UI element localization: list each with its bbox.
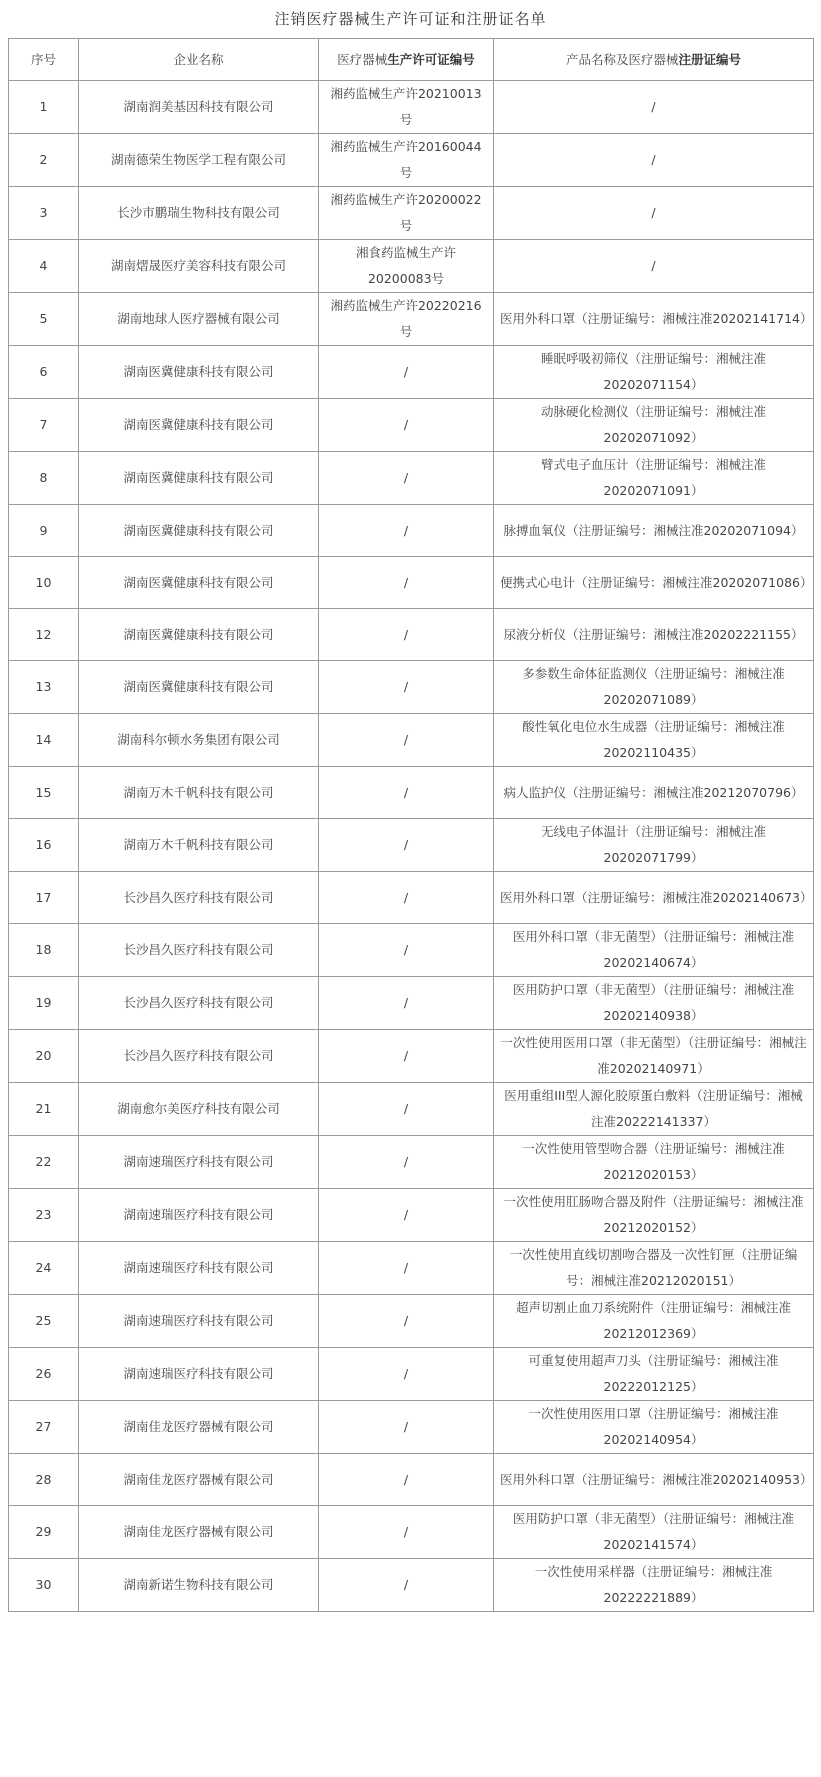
cell-seq: 17	[9, 872, 79, 924]
cell-seq: 8	[9, 452, 79, 505]
table-row	[9, 1348, 814, 1401]
cell-registration: 便携式心电计（注册证编号：湘械注准20202071086）	[494, 557, 814, 609]
header-registration	[494, 39, 814, 81]
cell-registration: 医用防护口罩（非无菌型）（注册证编号：湘械注准20202141574）	[494, 1506, 814, 1559]
cell-registration: 医用外科口罩（注册证编号：湘械注准20202140953）	[494, 1454, 814, 1506]
cell-seq: 5	[9, 293, 79, 346]
cell-license: /	[319, 1242, 494, 1295]
cell-seq: 30	[9, 1559, 79, 1612]
cell-license: /	[319, 714, 494, 767]
cell-seq: 28	[9, 1454, 79, 1506]
cell-registration: 一次性使用直线切割吻合器及一次性钉匣（注册证编号：湘械注准20212020151）	[494, 1242, 814, 1295]
table-row	[9, 399, 814, 452]
cell-license: 湘食药监械生产许20200083号	[319, 240, 494, 293]
cell-license: /	[319, 977, 494, 1030]
cell-company: 湖南佳龙医疗器械有限公司	[79, 1454, 319, 1506]
cell-registration: 医用重组III型人源化胶原蛋白敷料（注册证编号：湘械注准20222141337）	[494, 1083, 814, 1136]
cell-seq: 1	[9, 81, 79, 134]
table-row	[9, 767, 814, 819]
cell-seq: 3	[9, 187, 79, 240]
cell-license: /	[319, 924, 494, 977]
cell-company: 湖南医冀健康科技有限公司	[79, 505, 319, 557]
cell-license: /	[319, 1401, 494, 1454]
cell-seq: 13	[9, 661, 79, 714]
cell-license: 湘药监械生产许20200022号	[319, 187, 494, 240]
header-seq: 序号	[9, 39, 79, 81]
cell-registration: /	[494, 81, 814, 134]
cell-seq: 18	[9, 924, 79, 977]
cell-company: 湖南熠晟医疗美容科技有限公司	[79, 240, 319, 293]
cell-registration: 尿液分析仪（注册证编号：湘械注准20202221155）	[494, 609, 814, 661]
cell-company: 湖南新诺生物科技有限公司	[79, 1559, 319, 1612]
cell-company: 湖南佳龙医疗器械有限公司	[79, 1506, 319, 1559]
table-row	[9, 134, 814, 187]
header-row	[9, 39, 814, 81]
cell-seq: 4	[9, 240, 79, 293]
cell-company: 湖南德荣生物医学工程有限公司	[79, 134, 319, 187]
table-row	[9, 557, 814, 609]
cell-seq: 9	[9, 505, 79, 557]
table-row	[9, 240, 814, 293]
cell-license: /	[319, 819, 494, 872]
cell-license: /	[319, 346, 494, 399]
cell-registration: /	[494, 134, 814, 187]
cell-registration: 超声切割止血刀系统附件（注册证编号：湘械注准20212012369）	[494, 1295, 814, 1348]
cell-license: 湘药监械生产许20210013号	[319, 81, 494, 134]
table-row	[9, 505, 814, 557]
table-row	[9, 346, 814, 399]
table-row	[9, 1401, 814, 1454]
cell-registration: 臂式电子血压计（注册证编号：湘械注准20202071091）	[494, 452, 814, 505]
header-license-prefix: 医疗器械	[337, 51, 388, 67]
cell-seq: 24	[9, 1242, 79, 1295]
cell-company: 湖南医冀健康科技有限公司	[79, 452, 319, 505]
cell-license: /	[319, 1454, 494, 1506]
table-row	[9, 714, 814, 767]
cell-company: 湖南医冀健康科技有限公司	[79, 609, 319, 661]
cell-company: 长沙昌久医疗科技有限公司	[79, 1030, 319, 1083]
cell-company: 湖南速瑞医疗科技有限公司	[79, 1348, 319, 1401]
cell-seq: 16	[9, 819, 79, 872]
table-row	[9, 1136, 814, 1189]
cell-registration: 一次性使用肛肠吻合器及附件（注册证编号：湘械注准20212020152）	[494, 1189, 814, 1242]
cell-license: /	[319, 1295, 494, 1348]
table-row	[9, 187, 814, 240]
cell-registration: 一次性使用管型吻合器（注册证编号：湘械注准20212020153）	[494, 1136, 814, 1189]
table-row	[9, 1506, 814, 1559]
cell-registration: 脉搏血氧仪（注册证编号：湘械注准20202071094）	[494, 505, 814, 557]
cell-registration: 动脉硬化检测仪（注册证编号：湘械注准20202071092）	[494, 399, 814, 452]
table-row	[9, 1083, 814, 1136]
cell-license: /	[319, 1083, 494, 1136]
cell-seq: 2	[9, 134, 79, 187]
cell-seq: 21	[9, 1083, 79, 1136]
cell-company: 湖南科尔顿水务集团有限公司	[79, 714, 319, 767]
cell-license: /	[319, 767, 494, 819]
cell-license: 湘药监械生产许20160044号	[319, 134, 494, 187]
deregistration-table	[8, 38, 814, 1612]
cell-company: 湖南万木千帆科技有限公司	[79, 767, 319, 819]
cell-company: 湖南医冀健康科技有限公司	[79, 399, 319, 452]
cell-license: /	[319, 1506, 494, 1559]
cell-license: /	[319, 1559, 494, 1612]
cell-license: /	[319, 1189, 494, 1242]
table-row	[9, 1189, 814, 1242]
cell-registration: 多参数生命体征监测仪（注册证编号：湘械注准20202071089）	[494, 661, 814, 714]
table-row	[9, 1559, 814, 1612]
cell-license: /	[319, 872, 494, 924]
cell-company: 湖南润美基因科技有限公司	[79, 81, 319, 134]
cell-registration: 可重复使用超声刀头（注册证编号：湘械注准20222012125）	[494, 1348, 814, 1401]
table-row	[9, 661, 814, 714]
cell-company: 湖南医冀健康科技有限公司	[79, 661, 319, 714]
header-reg-bold: 注册证编号	[678, 51, 742, 67]
cell-license: /	[319, 452, 494, 505]
cell-registration: 无线电子体温计（注册证编号：湘械注准20202071799）	[494, 819, 814, 872]
cell-company: 长沙昌久医疗科技有限公司	[79, 977, 319, 1030]
cell-company: 湖南地球人医疗器械有限公司	[79, 293, 319, 346]
cell-seq: 20	[9, 1030, 79, 1083]
cell-registration: 病人监护仪（注册证编号：湘械注准20212070796）	[494, 767, 814, 819]
header-company: 企业名称	[79, 39, 319, 81]
table-row	[9, 609, 814, 661]
document-title: 注销医疗器械生产许可证和注册证名单	[274, 10, 547, 28]
cell-company: 湖南速瑞医疗科技有限公司	[79, 1189, 319, 1242]
cell-registration: /	[494, 187, 814, 240]
cell-registration: 医用外科口罩（注册证编号：湘械注准20202140673）	[494, 872, 814, 924]
cell-seq: 26	[9, 1348, 79, 1401]
cell-company: 长沙昌久医疗科技有限公司	[79, 872, 319, 924]
cell-company: 湖南万木千帆科技有限公司	[79, 819, 319, 872]
cell-registration: 一次性使用医用口罩（注册证编号：湘械注准20202140954）	[494, 1401, 814, 1454]
cell-company: 湖南佳龙医疗器械有限公司	[79, 1401, 319, 1454]
cell-company: 湖南速瑞医疗科技有限公司	[79, 1295, 319, 1348]
cell-seq: 15	[9, 767, 79, 819]
table-row	[9, 872, 814, 924]
cell-seq: 22	[9, 1136, 79, 1189]
cell-seq: 29	[9, 1506, 79, 1559]
cell-license: /	[319, 1030, 494, 1083]
table-row	[9, 1242, 814, 1295]
header-license-bold: 生产许可证编号	[387, 51, 475, 67]
cell-company: 湖南医冀健康科技有限公司	[79, 557, 319, 609]
cell-company: 湖南速瑞医疗科技有限公司	[79, 1242, 319, 1295]
cell-license: /	[319, 1348, 494, 1401]
table-row	[9, 293, 814, 346]
cell-registration: 酸性氧化电位水生成器（注册证编号：湘械注准20202110435）	[494, 714, 814, 767]
cell-seq: 10	[9, 557, 79, 609]
cell-company: 湖南医冀健康科技有限公司	[79, 346, 319, 399]
cell-company: 长沙昌久医疗科技有限公司	[79, 924, 319, 977]
table-row	[9, 924, 814, 977]
table-row	[9, 977, 814, 1030]
table-row	[9, 1295, 814, 1348]
cell-license: /	[319, 505, 494, 557]
cell-license: /	[319, 1136, 494, 1189]
cell-seq: 14	[9, 714, 79, 767]
cell-registration: 睡眠呼吸初筛仪（注册证编号：湘械注准20202071154）	[494, 346, 814, 399]
cell-seq: 12	[9, 609, 79, 661]
cell-license: /	[319, 609, 494, 661]
cell-license: /	[319, 557, 494, 609]
cell-company: 湖南愈尔美医疗科技有限公司	[79, 1083, 319, 1136]
cell-seq: 7	[9, 399, 79, 452]
table-row	[9, 1030, 814, 1083]
cell-license: /	[319, 399, 494, 452]
header-reg-prefix: 产品名称及医疗器械	[565, 51, 679, 67]
cell-seq: 19	[9, 977, 79, 1030]
cell-seq: 25	[9, 1295, 79, 1348]
table-row	[9, 452, 814, 505]
cell-seq: 6	[9, 346, 79, 399]
cell-registration: 一次性使用医用口罩（非无菌型）（注册证编号：湘械注准20202140971）	[494, 1030, 814, 1083]
cell-registration: 一次性使用采样器（注册证编号：湘械注准20222221889）	[494, 1559, 814, 1612]
table-header	[9, 39, 814, 81]
table-row	[9, 1454, 814, 1506]
cell-license: 湘药监械生产许20220216号	[319, 293, 494, 346]
cell-registration: 医用外科口罩（注册证编号：湘械注准20202141714）	[494, 293, 814, 346]
cell-seq: 27	[9, 1401, 79, 1454]
cell-company: 长沙市鹏瑞生物科技有限公司	[79, 187, 319, 240]
cell-license: /	[319, 661, 494, 714]
cell-registration: 医用外科口罩（非无菌型）（注册证编号：湘械注准20202140674）	[494, 924, 814, 977]
table-body	[9, 81, 814, 1612]
cell-company: 湖南速瑞医疗科技有限公司	[79, 1136, 319, 1189]
cell-seq: 23	[9, 1189, 79, 1242]
cell-registration: /	[494, 240, 814, 293]
header-license	[319, 39, 494, 81]
table-row	[9, 81, 814, 134]
table-row	[9, 819, 814, 872]
cell-registration: 医用防护口罩（非无菌型）（注册证编号：湘械注准20202140938）	[494, 977, 814, 1030]
